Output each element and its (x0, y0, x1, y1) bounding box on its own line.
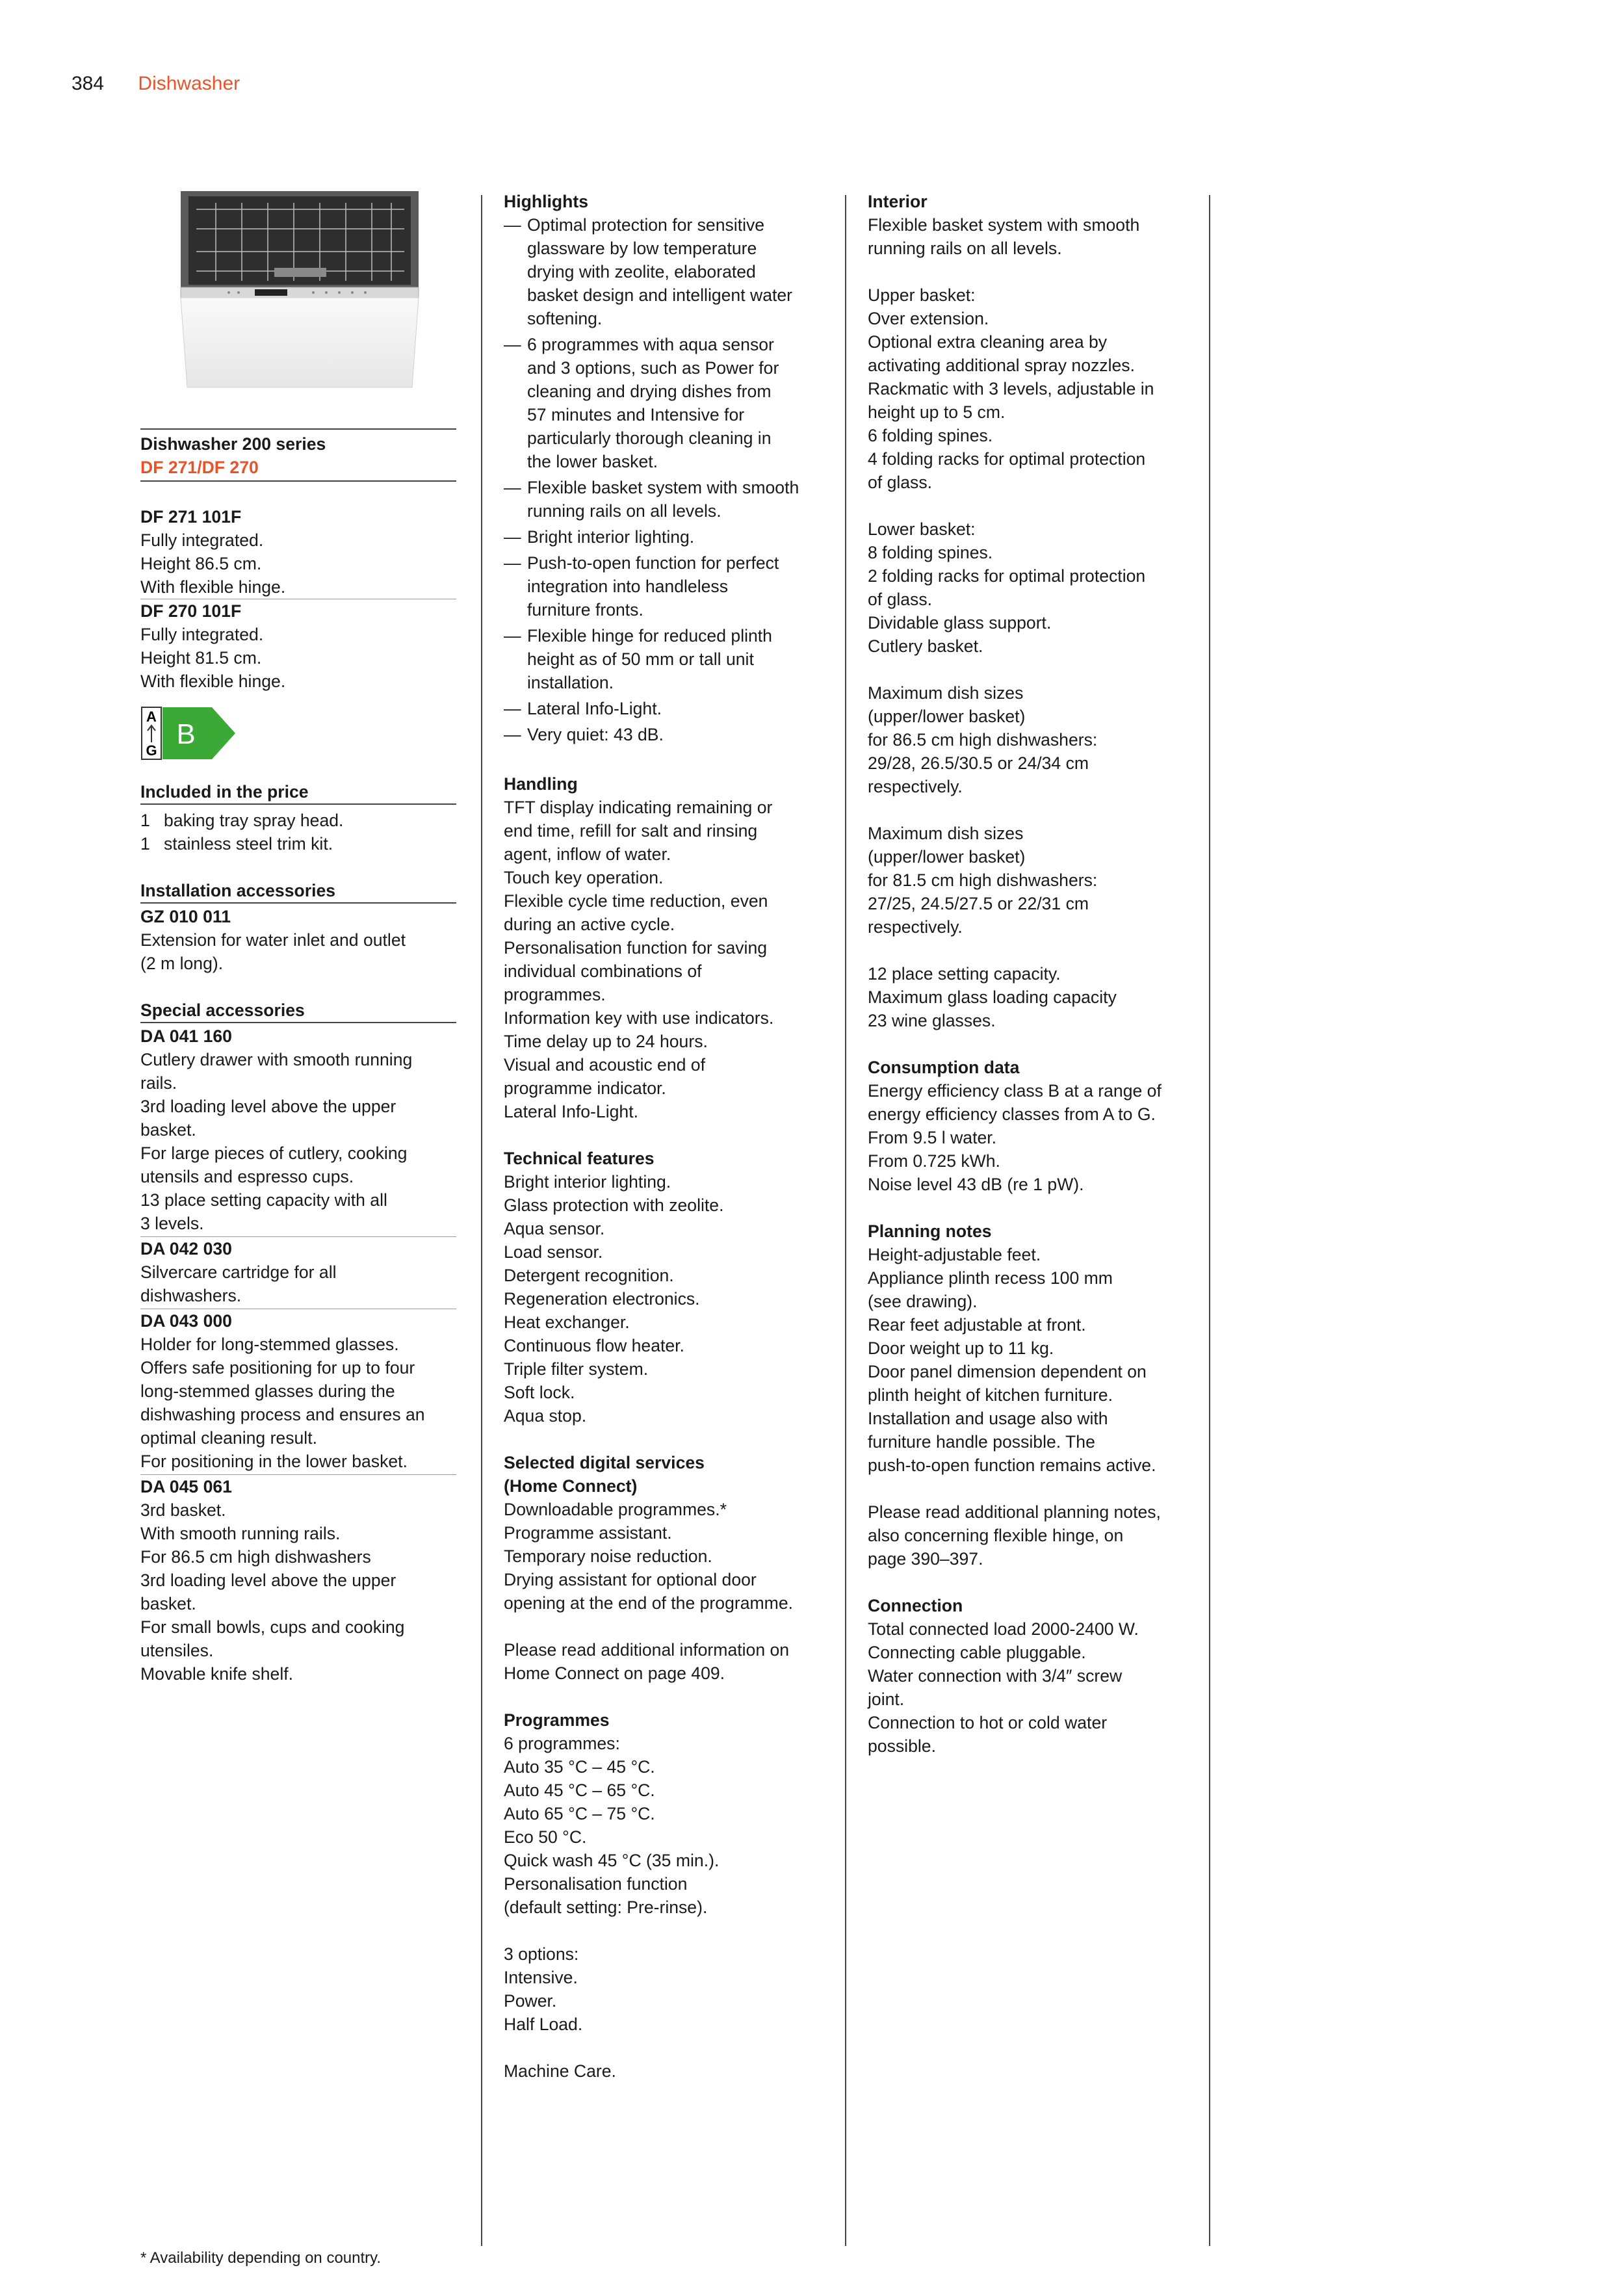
highlight-line: furniture fronts. (527, 600, 643, 620)
text-line: Visual and acoustic end of (504, 1055, 705, 1075)
accessory-line: 3rd loading level above the upper (140, 1571, 396, 1590)
text-line: 12 place setting capacity. (868, 964, 1061, 984)
text-line: Connecting cable pluggable. (868, 1643, 1086, 1662)
accessory-line: 3rd loading level above the upper (140, 1097, 396, 1116)
text-line: Maximum dish sizes (868, 824, 1024, 843)
highlight-line: softening. (527, 309, 603, 328)
text-line: Aqua stop. (504, 1406, 587, 1426)
model-code: DF 270 101F (140, 601, 242, 621)
highlight-line: Push-to-open function for perfect (527, 553, 779, 573)
model-df271 (140, 505, 456, 599)
dash-marker: — (504, 478, 521, 497)
text-line: From 9.5 l water. (868, 1128, 997, 1147)
text-line: Auto 65 °C – 75 °C. (504, 1804, 655, 1823)
text-line: Auto 35 °C – 45 °C. (504, 1757, 655, 1777)
model-line: Fully integrated. (140, 530, 264, 550)
text-line: Connection to hot or cold water (868, 1713, 1108, 1732)
text-line: Regeneration electronics. (504, 1289, 700, 1309)
energy-scale-bottom: G (146, 742, 157, 759)
accessory-line: utensils and espresso cups. (140, 1167, 354, 1186)
text-line: 23 wine glasses. (868, 1011, 996, 1030)
text-line: Continuous flow heater. (504, 1336, 684, 1355)
capacity-text (868, 962, 1184, 1032)
text-line: Personalisation function (504, 1874, 688, 1894)
highlight-line: Flexible hinge for reduced plinth (527, 626, 772, 646)
text-line: for 86.5 cm high dishwashers: (868, 730, 1098, 750)
dishwasher-product-image (157, 190, 441, 389)
highlight-line: particularly thorough cleaning in (527, 428, 772, 448)
highlight-line: drying with zeolite, elaborated (527, 262, 756, 281)
text-line: 6 programmes: (504, 1734, 620, 1753)
text-line: Installation and usage also with (868, 1409, 1108, 1428)
column-divider (481, 195, 482, 2246)
dash-marker: — (504, 553, 521, 573)
max-dish-sizes-81 (868, 822, 1184, 939)
text-line: Personalisation function for saving (504, 938, 768, 958)
text-line: Cutlery basket. (868, 636, 983, 656)
text-line: also concerning flexible hinge, on (868, 1526, 1124, 1545)
lower-basket-text (868, 517, 1184, 658)
accessory-line: basket. (140, 1120, 196, 1140)
planning-note (868, 1500, 1184, 1571)
accessory-line: Cutlery drawer with smooth running (140, 1050, 413, 1069)
dash-marker: — (504, 626, 521, 646)
text-line: Total connected load 2000-2400 W. (868, 1619, 1139, 1639)
model-line: With flexible hinge. (140, 672, 286, 691)
series-models: DF 271/DF 270 (140, 458, 259, 477)
programmes-title: Programmes (504, 1710, 610, 1730)
text-line: push-to-open function remains active. (868, 1455, 1156, 1475)
series-title: Dishwasher 200 series (140, 434, 326, 454)
list-item: 1 stainless steel trim kit. (140, 834, 333, 854)
text-line: Over extension. (868, 309, 989, 328)
text-line: Detergent recognition. (504, 1266, 674, 1285)
highlights-title: Highlights (504, 192, 588, 211)
text-line: Maximum glass loading capacity (868, 987, 1117, 1007)
digital-note (504, 1638, 820, 1685)
text-line: 6 folding spines. (868, 426, 993, 445)
text-line: Load sensor. (504, 1242, 603, 1262)
upper-basket-text (868, 283, 1184, 494)
text-line: Please read additional information on (504, 1640, 790, 1660)
highlights-list (504, 213, 820, 746)
text-line: Appliance plinth recess 100 mm (868, 1268, 1113, 1288)
highlight-line: installation. (527, 673, 614, 692)
programmes-text (504, 1732, 820, 1919)
highlight-item (504, 551, 820, 621)
energy-label (140, 706, 456, 761)
model-code: DF 271 101F (140, 507, 242, 527)
accessory-code: DA 043 000 (140, 1311, 232, 1331)
options-text (504, 1942, 820, 2036)
text-line: respectively. (868, 917, 963, 937)
left-column (140, 190, 456, 1686)
planning-text (868, 1243, 1184, 1477)
middle-column (504, 190, 820, 2083)
highlight-line: height as of 50 mm or tall unit (527, 649, 754, 669)
column-divider (1209, 195, 1210, 2246)
text-line: Touch key operation. (504, 868, 664, 887)
special-title: Special accessories (140, 1000, 305, 1020)
accessory-line: For large pieces of cutlery, cooking (140, 1143, 408, 1163)
text-line: Bright interior lighting. (504, 1172, 671, 1192)
machine-care: Machine Care. (504, 2061, 616, 2081)
model-line: Fully integrated. (140, 625, 264, 644)
text-line: 29/28, 26.5/30.5 or 24/34 cm (868, 753, 1089, 773)
text-line: joint. (868, 1689, 905, 1709)
highlight-line: Very quiet: 43 dB. (527, 725, 664, 744)
text-line: opening at the end of the programme. (504, 1593, 794, 1613)
text-line: plinth height of kitchen furniture. (868, 1385, 1113, 1405)
text-line: Rear feet adjustable at front. (868, 1315, 1086, 1335)
text-line: of glass. (868, 590, 933, 609)
text-line: Lateral Info-Light. (504, 1102, 638, 1121)
text-line: Door panel dimension dependent on (868, 1362, 1147, 1381)
accessory-line: 3 levels. (140, 1214, 204, 1233)
model-df270 (140, 599, 456, 693)
accessory-line: For positioning in the lower basket. (140, 1452, 408, 1471)
technical-title: Technical features (504, 1149, 655, 1168)
highlight-line: and 3 options, such as Power for (527, 358, 779, 378)
text-line: during an active cycle. (504, 915, 675, 934)
accessory-code: DA 045 061 (140, 1477, 232, 1496)
accessory-line: long-stemmed glasses during the (140, 1381, 395, 1401)
text-line: possible. (868, 1736, 936, 1756)
text-line: programme indicator. (504, 1078, 666, 1098)
text-line: 4 folding racks for optimal protection (868, 449, 1146, 469)
highlight-line: Lateral Info-Light. (527, 699, 662, 718)
text-line: Information key with use indicators. (504, 1008, 774, 1028)
digital-subtitle: (Home Connect) (504, 1476, 638, 1496)
text-line: Glass protection with zeolite. (504, 1195, 724, 1215)
connection-title: Connection (868, 1596, 963, 1615)
dash-marker: — (504, 725, 521, 744)
accessory-line: For small bowls, cups and cooking (140, 1617, 405, 1637)
digital-title: Selected digital services (504, 1453, 705, 1472)
text-line: Dividable glass support. (868, 613, 1052, 633)
highlight-line: 57 minutes and Intensive for (527, 405, 745, 424)
energy-class-arrow (162, 707, 235, 759)
text-line: energy efficiency classes from A to G. (868, 1104, 1156, 1124)
accessory-line: Offers safe positioning for up to four (140, 1358, 415, 1377)
text-line: page 390–397. (868, 1549, 983, 1569)
highlight-item (504, 624, 820, 694)
text-line: Upper basket: (868, 285, 976, 305)
dash-marker: — (504, 335, 521, 354)
text-line: Quick wash 45 °C (35 min.). (504, 1851, 720, 1870)
text-line: Temporary noise reduction. (504, 1546, 712, 1566)
energy-class: B (176, 718, 196, 750)
accessory-line: utensiles. (140, 1641, 214, 1660)
energy-scale-top: A (146, 709, 157, 725)
text-line: of glass. (868, 473, 933, 492)
highlight-line: cleaning and drying dishes from (527, 382, 772, 401)
highlight-line: running rails on all levels. (527, 501, 721, 521)
text-line: Lower basket: (868, 519, 976, 539)
accessory-line: Extension for water inlet and outlet (140, 930, 406, 950)
text-line: TFT display indicating remaining or (504, 798, 773, 817)
text-line: Eco 50 °C. (504, 1827, 587, 1847)
model-line: Height 86.5 cm. (140, 554, 262, 573)
accessory-line: basket. (140, 1594, 196, 1613)
consumption-title: Consumption data (868, 1058, 1020, 1077)
text-line: Please read additional planning notes, (868, 1502, 1161, 1522)
text-line: end time, refill for salt and rinsing (504, 821, 758, 841)
section-title: Dishwasher (138, 73, 240, 94)
technical-text (504, 1170, 820, 1428)
accessory-line: For 86.5 cm high dishwashers (140, 1547, 371, 1567)
accessory-line: optimal cleaning result. (140, 1428, 317, 1448)
text-line: running rails on all levels. (868, 239, 1062, 258)
installation-title: Installation accessories (140, 881, 336, 900)
text-line: Downloadable programmes.* (504, 1500, 727, 1519)
text-line: 2 folding racks for optimal protection (868, 566, 1146, 586)
highlight-item (504, 333, 820, 473)
interior-text (868, 213, 1184, 260)
highlight-line: Bright interior lighting. (527, 527, 695, 547)
text-line: Auto 45 °C – 65 °C. (504, 1781, 655, 1800)
consumption-text (868, 1079, 1184, 1196)
text-line: Triple filter system. (504, 1359, 649, 1379)
text-line: Flexible basket system with smooth (868, 215, 1140, 235)
text-line: Maximum dish sizes (868, 683, 1024, 703)
text-line: Aqua sensor. (504, 1219, 605, 1238)
footnote: * Availability depending on country. (140, 2249, 382, 2267)
text-line: Rackmatic with 3 levels, adjustable in (868, 379, 1154, 398)
page-header (71, 73, 240, 95)
highlight-item (504, 476, 820, 523)
highlight-line: the lower basket. (527, 452, 658, 471)
text-line: Height-adjustable feet. (868, 1245, 1041, 1264)
text-line: Door weight up to 11 kg. (868, 1338, 1054, 1358)
accessory-line: Movable knife shelf. (140, 1664, 294, 1684)
text-line: Water connection with 3/4″ screw (868, 1666, 1123, 1686)
digital-text (504, 1498, 820, 1615)
highlight-line: integration into handleless (527, 577, 728, 596)
text-line: 8 folding spines. (868, 543, 993, 562)
highlight-item (504, 213, 820, 330)
interior-title: Interior (868, 192, 928, 211)
text-line: Optional extra cleaning area by (868, 332, 1108, 352)
text-line: Time delay up to 24 hours. (504, 1032, 708, 1051)
text-line: Soft lock. (504, 1383, 575, 1402)
planning-title: Planning notes (868, 1221, 992, 1241)
accessory-line: With smooth running rails. (140, 1524, 341, 1543)
handling-text (504, 796, 820, 1123)
column-divider (845, 195, 846, 2246)
text-line: From 0.725 kWh. (868, 1151, 1000, 1171)
text-line: (upper/lower basket) (868, 707, 1026, 726)
highlight-line: Optimal protection for sensitive (527, 215, 765, 235)
text-line: Half Load. (504, 2015, 583, 2034)
accessory-line: dishwashers. (140, 1286, 242, 1305)
text-line: Programme assistant. (504, 1523, 672, 1543)
text-line: Energy efficiency class B at a range of (868, 1081, 1162, 1101)
page-number: 384 (71, 73, 105, 94)
text-line: (see drawing). (868, 1292, 978, 1311)
text-line: respectively. (868, 777, 963, 796)
text-line: agent, inflow of water. (504, 844, 671, 864)
connection-text (868, 1617, 1184, 1758)
highlight-line: basket design and intelligent water (527, 285, 793, 305)
text-line: Intensive. (504, 1968, 578, 1987)
highlight-line: glassware by low temperature (527, 239, 757, 258)
accessory-line: Silvercare cartridge for all (140, 1262, 337, 1282)
list-item: 1 baking tray spray head. (140, 811, 344, 830)
accessory-line: 3rd basket. (140, 1500, 226, 1520)
model-line: Height 81.5 cm. (140, 648, 262, 668)
right-column (868, 190, 1184, 1758)
text-line: Power. (504, 1991, 557, 2011)
max-dish-sizes-86 (868, 681, 1184, 798)
handling-title: Handling (504, 774, 578, 794)
text-line: programmes. (504, 985, 606, 1004)
text-line: Noise level 43 dB (re 1 pW). (868, 1175, 1084, 1194)
accessory-line: rails. (140, 1073, 177, 1093)
highlight-item (504, 525, 820, 549)
text-line: activating additional spray nozzles. (868, 356, 1135, 375)
highlight-line: 6 programmes with aqua sensor (527, 335, 774, 354)
text-line: furniture handle possible. The (868, 1432, 1095, 1452)
highlight-item (504, 697, 820, 720)
dash-marker: — (504, 699, 521, 718)
included-title: Included in the price (140, 782, 309, 802)
accessory-code: DA 042 030 (140, 1239, 232, 1259)
model-line: With flexible hinge. (140, 577, 286, 597)
text-line: height up to 5 cm. (868, 402, 1006, 422)
text-line: for 81.5 cm high dishwashers: (868, 870, 1098, 890)
text-line: 3 options: (504, 1944, 579, 1964)
accessory-line: Holder for long-stemmed glasses. (140, 1335, 399, 1354)
text-line: Drying assistant for optional door (504, 1570, 757, 1589)
text-line: Heat exchanger. (504, 1312, 630, 1332)
highlight-line: Flexible basket system with smooth (527, 478, 799, 497)
accessory-line: (2 m long). (140, 954, 224, 973)
text-line: (default setting: Pre-rinse). (504, 1898, 708, 1917)
dash-marker: — (504, 215, 521, 235)
text-line: Home Connect on page 409. (504, 1663, 725, 1683)
accessory-line: dishwashing process and ensures an (140, 1405, 425, 1424)
text-line: (upper/lower basket) (868, 847, 1026, 867)
accessory-code: DA 041 160 (140, 1026, 232, 1046)
accessory-code: GZ 010 011 (140, 907, 231, 926)
text-line: Flexible cycle time reduction, even (504, 891, 768, 911)
text-line: 27/25, 24.5/27.5 or 22/31 cm (868, 894, 1089, 913)
dash-marker: — (504, 527, 521, 547)
accessory-line: 13 place setting capacity with all (140, 1190, 387, 1210)
text-line: individual combinations of (504, 961, 702, 981)
highlight-item (504, 723, 820, 746)
